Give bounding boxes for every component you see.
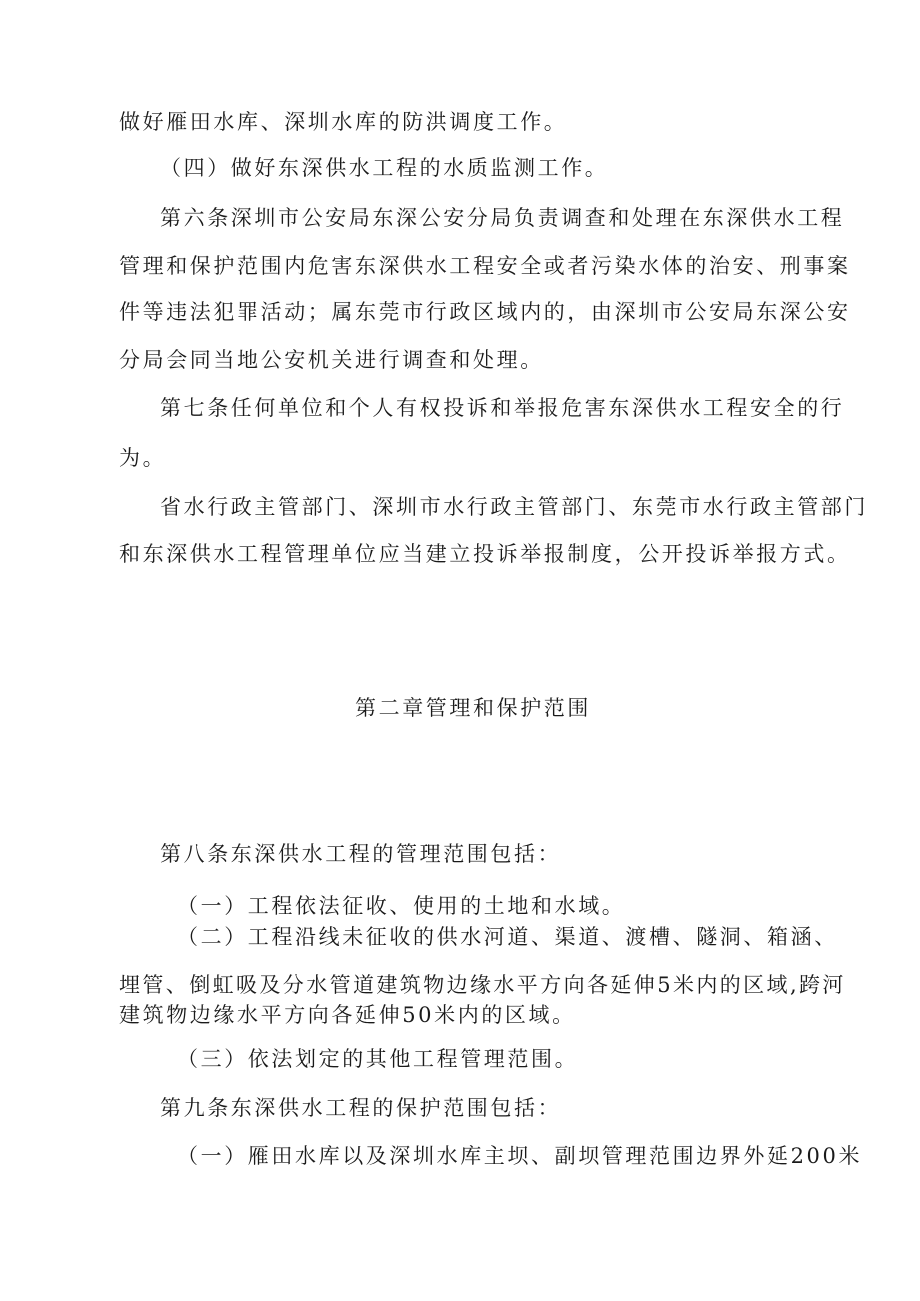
text-line: （四）做好东深供水工程的水质监测工作。 bbox=[160, 156, 609, 180]
article-7-line: 第七条任何单位和个人有权投诉和举报危害东深供水工程安全的行 bbox=[160, 396, 845, 420]
text-line: 做好雁田水库、深圳水库的防洪调度工作。 bbox=[119, 110, 568, 134]
text-line: 管理和保护范围内危害东深供水工程安全或者污染水体的治安、刑事案 bbox=[119, 254, 851, 278]
text-line: （三）依法划定的其他工程管理范围。 bbox=[177, 1047, 579, 1071]
article-6-line: 第六条深圳市公安局东深公安分局负责调查和处理在东深供水工程 bbox=[160, 206, 845, 230]
text-line: 建筑物边缘水平方向各延伸50米内的区域。 bbox=[119, 1003, 576, 1027]
text-line: （一）工程依法征收、使用的土地和水域。 bbox=[177, 894, 626, 918]
text-line: 为。 bbox=[119, 446, 167, 470]
text-line: 省水行政主管部门、深圳市水行政主管部门、东莞市水行政主管部门 bbox=[160, 495, 868, 519]
text-line: 件等违法犯罪活动；属东莞市行政区域内的，由深圳市公安局东深公安 bbox=[119, 300, 851, 324]
text-line: （一）雁田水库以及深圳水库主坝、副坝管理范围边界外延200米 bbox=[177, 1144, 863, 1168]
text-line: 和东深供水工程管理单位应当建立投诉举报制度，公开投诉举报方式。 bbox=[119, 542, 851, 566]
article-9-line: 第九条东深供水工程的保护范围包括： bbox=[160, 1096, 562, 1120]
chapter-heading: 第二章管理和保护范围 bbox=[355, 696, 591, 720]
article-8-line: 第八条东深供水工程的管理范围包括： bbox=[160, 842, 562, 866]
text-line: 埋管、倒虹吸及分水管道建筑物边缘水平方向各延伸5米内的区域,跨河 bbox=[119, 973, 846, 997]
text-line: 分局会同当地公安机关进行调查和处理。 bbox=[119, 348, 544, 372]
text-line: （二）工程沿线未征收的供水河道、渠道、渡槽、隧洞、箱涵、 bbox=[177, 925, 838, 949]
